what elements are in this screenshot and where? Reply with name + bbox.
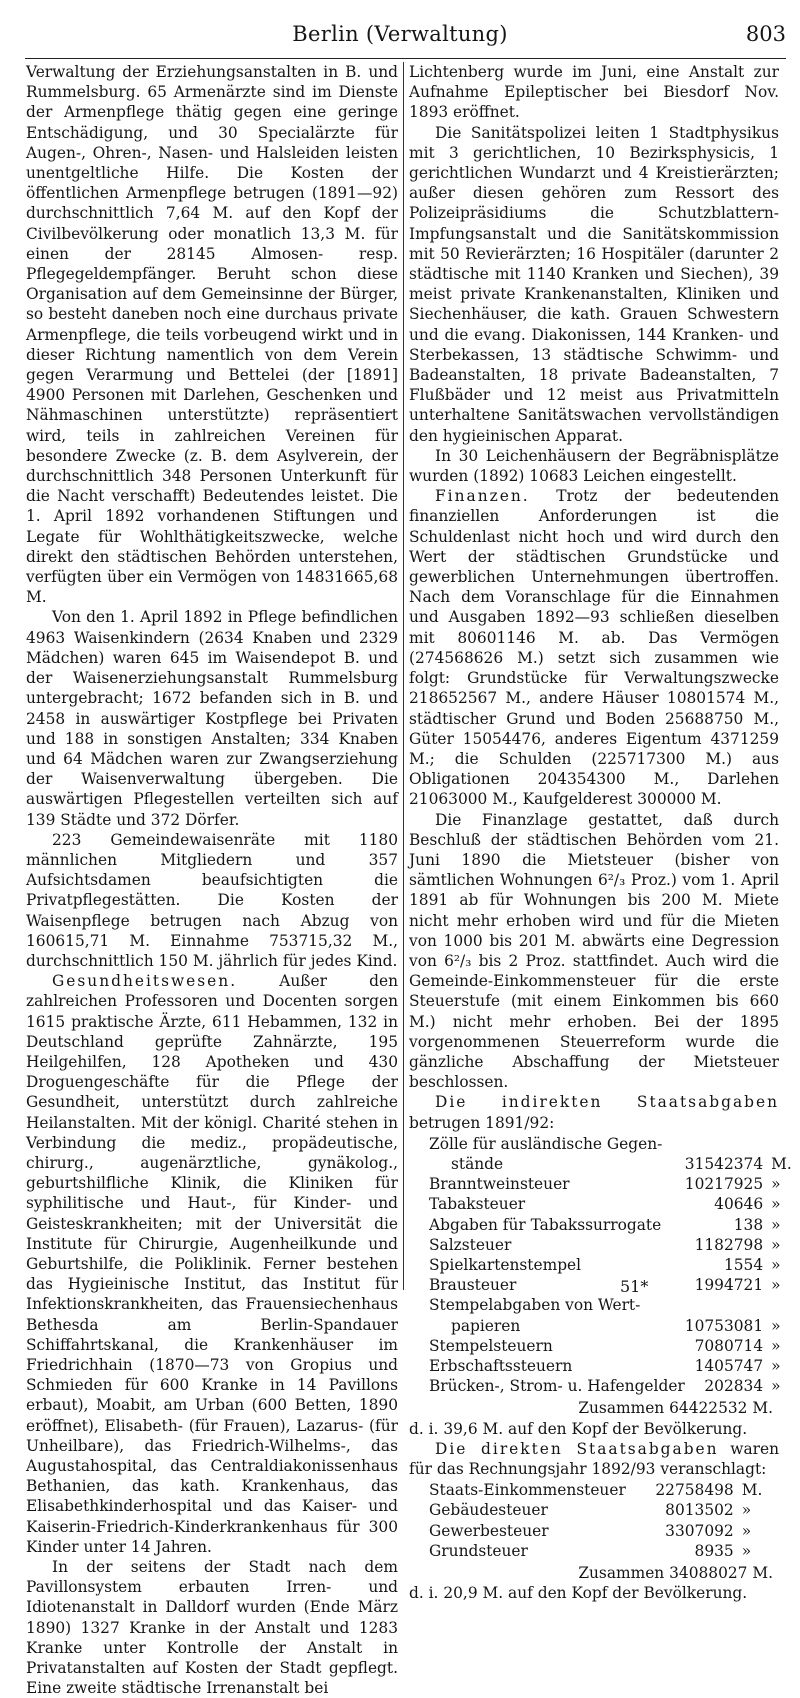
tax-label: Tabaksteuer	[429, 1195, 526, 1214]
page-number: 803	[745, 22, 786, 46]
tax-unit: »	[771, 1195, 781, 1214]
tax-amount: 1994721	[694, 1276, 764, 1295]
paragraph-asylum: In der seitens der Stadt nach dem Pavillonsystem erbauten Irren- und Idiotenanstalt in Dalldorf wurden (Ende März 1890) 1327 Kranke in der Anstalt und 1283 Kranke unter Kontrolle der Anstalt in Privatanstalten auf Kosten der Stadt gepflegt. Eine zweite städtische Irrenanstalt bei	[26, 1558, 398, 1698]
right-column	[409, 62, 792, 1603]
tax-amount: 40646	[714, 1195, 764, 1214]
tax-label: Zölle für ausländische Gegen-	[429, 1134, 663, 1153]
tax-label: papieren	[451, 1316, 521, 1335]
paragraph-rent-tax: Die Finanzlage gestattet, daß durch Beschluß der städtischen Behörden vom 21. Juni 1890 die Mietsteuer (bisher von sämtlichen Wohnungen 6²/₃ Proz.) vom 1. April 1891 ab für Wohnungen bis 200 M. Miete nicht mehr erhoben wird und für die Mieten von 1000 bis 201 M. abwärts eine Degression von 6²/₃ bis 2 Proz. stattfindet. Auch wird die Gemeinde-Einkommensteuer für die erste Steuerstufe (mit einem Einkommen bis 660 M.) nicht mehr erhoben. Bei der 1895 vorgenommenen Steuerreform wurde die gänzliche Abschaffung der Mietsteuer beschlossen.	[409, 810, 779, 1092]
paragraph-health-system	[26, 971, 398, 1557]
tax-unit: »	[771, 1235, 781, 1254]
tax-unit: »	[771, 1357, 781, 1375]
tax-row	[429, 1480, 773, 1500]
tax-unit: »	[771, 1215, 781, 1234]
tax-unit	[763, 1134, 792, 1154]
tax-row	[429, 1316, 792, 1336]
paragraph-health-text: Außer den zahlreichen Professoren und Docenten sorgen 1615 praktische Ärzte, 611 Hebammen, 132 in Deutschland geprüfte Zahnärzte, 195 Heilgehilfen, 128 Apotheken und 430 Droguengeschäfte für die Pflege der Gesundheit, unterstützt durch zahlreiche Heilanstalten. Mit der königl. Charité stehen in Verbindung die mediz., propädeutische, chirurg., augenärztliche, gynäkolog., geburtshilfliche Klinik, die Kliniken für syphilitische und Haut-, für Kinder- und Geisteskrankheiten; mit der Universität die Institute für Chirurgie, Augenheilkunde und Geburtshilfe, die Poliklinik. Ferner bestehen das Hygieinische Institut, das Institut für Infektionskrankheiten, das Frauensiechenhaus Bethesda am Berlin-Spandauer Schiffahrtskanal, die Krankenhäuser im Friedrichhain (1870—73 von Gropius und Schmieden für 600 Kranke in 14 Pavillons erbaut), Moabit, am Urban (600 Betten, 1890 eröffnet), Elisabeth- (für Frauen), Lazarus- (für Unheilbare), das Friedrich-Wilhelms-, das Augustahospital, das Centraldiakonissenhaus Bethanien, das kath. Krankenhaus, das Elisabethkinderhospital und das Kaiser- und Kaiserin-Friedrich-Kinderkrankenhaus für 300 Kinder unter 14 Jahren.	[26, 972, 398, 1556]
indirect-taxes-total: Zusammen 64422532 M.	[578, 1399, 773, 1418]
tax-row	[429, 1235, 792, 1255]
tax-row	[429, 1500, 773, 1520]
tax-unit: »	[741, 1521, 752, 1540]
tax-amount: 3307092	[665, 1521, 734, 1540]
paragraph-finances-text: Trotz der bedeutenden finanziellen Anforderungen ist die Schuldenlast nicht hoch und wird durch den Wert der städtischen Grundstücke und gewerblichen Unternehmungen übertroffen. Nach dem Voranschlage für die Einnahmen und Ausgaben 1892—93 schließen dieselben mit 80601146 M. ab. Das Vermögen (274568626 M.) setzt sich zusammen wie folgt: Grundstücke für Verwaltungszwecke 218652567 M., andere Häuser 10801574 M., städtischer Grund und Boden 25688750 M., Güter 15054476, anderes Eigentum 4371259 M.; die Schulden (225717300 M.) aus Obligationen 204354300 M., Darlehen 21063000 M., Kaufgelderest 300000 M.	[409, 487, 779, 809]
column-divider	[403, 62, 404, 1290]
direct-taxes-intro-text: waren für das Rechnungsjahr 1892/93 veranschlagt:	[409, 1439, 779, 1479]
tax-row	[429, 1154, 792, 1174]
paragraph-asylum-continued: Lichtenberg wurde im Juni, eine Anstalt zur Aufnahme Epileptischer bei Biesdorf Nov. 1893 eröffnet.	[409, 63, 779, 122]
running-title: Berlin (Verwaltung)	[292, 22, 508, 46]
tax-row	[429, 1295, 792, 1315]
paragraph-mortuaries: In 30 Leichenhäusern der Begräbnisplätze wurden (1892) 10683 Leichen eingestellt.	[409, 446, 779, 486]
tax-row	[429, 1541, 773, 1561]
paragraph-orphans: Von den 1. April 1892 in Pflege befindlichen 4963 Waisenkindern (2634 Knaben und 2329 Mädchen) waren 645 im Waisendepot B. und der Waisenerziehungsanstalt Rummelsburg untergebracht; 1672 befanden sich in B. und 2458 in auswärtiger Kostpflege bei Privaten und 188 in sonstigen Anstalten; 334 Knaben und 64 Mädchen waren zur Zwangserziehung der Waisenverwaltung übergeben. Die auswärtigen Pflegestellen verteilten sich auf 139 Städte und 372 Dörfer.	[26, 608, 398, 829]
section-heading-health: Gesundheitswesen.	[52, 972, 238, 991]
header-rule	[25, 58, 786, 59]
indirect-taxes-per-head: d. i. 39,6 M. auf den Kopf der Bevölkerung.	[409, 1419, 748, 1438]
tax-row	[429, 1174, 792, 1194]
tax-label: Staats-Einkommensteuer	[429, 1481, 626, 1500]
tax-label: Grundsteuer	[429, 1541, 528, 1560]
tax-unit: »	[771, 1377, 781, 1396]
tax-row	[429, 1521, 773, 1541]
tax-label: Stempelsteuern	[429, 1336, 553, 1355]
direct-taxes-total: Zusammen 34088027 M.	[578, 1564, 773, 1583]
tax-unit: »	[741, 1541, 752, 1560]
left-column	[26, 62, 398, 1698]
tax-amount: 1405747	[694, 1357, 764, 1375]
tax-row	[429, 1194, 792, 1214]
tax-label: Spielkartenstempel	[429, 1255, 582, 1274]
tax-amount: 10217925	[684, 1175, 764, 1194]
tax-unit: »	[771, 1316, 781, 1335]
paragraph-poor-relief: Verwaltung der Erziehungsanstalten in B. und Rummelsburg. 65 Armenärzte sind im Dienste der Armenpflege thätig gegen eine geringe Entschädigung, und 30 Specialärzte für Augen-, Ohren-, Nasen- und Halsleiden leisten unentgeltliche Hilfe. Die Kosten der öffentlichen Armenpflege betrugen (1891—92) durchschnittlich 7,64 M. auf den Kopf der Civilbevölkerung oder monatlich 13,3 M. für einen der 28145 Almosen- resp. Pflegegeldempfänger. Beruht schon diese Organisation auf dem Gemeinsinne der Bürger, so besteht daneben noch eine durchaus private Armenpflege, die teils vorbeugend wirkt und in dieser Richtung namentlich von dem Verein gegen Verarmung und Bettelei (der [1891] 4900 Personen mit Darlehen, Geschenken und Nähmaschinen unterstützte) repräsentiert wird, teils in zahlreichen Vereinen für besondere Zwecke (z. B. dem Asylverein, der durchschnittlich 348 Personen Unterkunft für die Nacht verschafft) Bedeutendes leistet. Die 1. April 1892 vorhandenen Stiftungen und Legate für Wohlthätigkeitszwecke, welche direkt den städtischen Behörden unterstehen, verfügten über ein Vermögen von 14831665,68 M.	[26, 63, 398, 607]
tax-label: stände	[451, 1154, 504, 1173]
tax-unit: »	[771, 1255, 781, 1274]
paragraph-finances	[409, 486, 779, 809]
tax-label: Erbschaftssteuern	[429, 1357, 573, 1375]
tax-row	[429, 1215, 792, 1235]
tax-row	[429, 1356, 792, 1376]
tax-unit: M.	[771, 1154, 792, 1173]
tax-label: Branntweinsteuer	[429, 1175, 570, 1194]
tax-amount: 202834	[704, 1377, 764, 1396]
tax-unit: »	[771, 1336, 781, 1355]
tax-label: Abgaben für Tabakssurrogate	[429, 1215, 662, 1234]
tax-amount: 22758498	[655, 1481, 734, 1500]
tax-label: Salzsteuer	[429, 1235, 512, 1254]
tax-row	[429, 1376, 792, 1396]
tax-amount: 138	[733, 1215, 764, 1234]
paragraph-sanitary-police: Die Sanitätspolizei leiten 1 Stadtphysikus mit 3 gerichtlichen, 10 Bezirksphysicis, 1 gerichtlichen Wundarzt und 4 Kreistierärzten; außer diesen gehören zum Ressort des Polizeipräsidiums die Schutzblattern-Impfungsanstalt und die Sanitätskommission mit 50 Revierärzten; 16 Hospitäler (darunter 2 städtische mit 1140 Kranken und Siechen), 39 meist private Krankenanstalten, Kliniken und Siechenhäuser, die kath. Grauen Schwestern und die evang. Diakonissen, 144 Kranken- und Sterbekassen, 13 städtische Schwimm- und Badeanstalten, 18 private Badeanstalten, 7 Flußbäder und 12 meist aus Privatmitteln unterhaltene Sanitätswachen vervollständigen den hygieinischen Apparat.	[409, 123, 779, 445]
direct-taxes-table	[429, 1480, 773, 1561]
paragraph-orphan-councils: 223 Gemeindewaisenräte mit 1180 männlichen Mitgliedern und 357 Aufsichtsdamen beaufsichtigten die Privatpflegestätten. Die Kosten der Waisenpflege betrugen nach Abzug von 160615,71 M. Einnahme 753715,32 M., durchschnittlich 150 M. jährlich für jedes Kind.	[26, 830, 398, 970]
indirect-taxes-intro	[409, 1092, 779, 1132]
tax-amount: 1554	[723, 1255, 764, 1274]
direct-taxes-intro	[409, 1439, 779, 1479]
tax-unit: »	[741, 1501, 752, 1520]
indirect-taxes-intro-text: betrugen 1891/92:	[409, 1113, 555, 1132]
tax-amount	[685, 1295, 763, 1315]
tax-label: Brücken-, Strom- u. Hafengelder	[429, 1377, 685, 1396]
tax-amount: 8935	[694, 1541, 734, 1560]
tax-row	[429, 1134, 792, 1154]
tax-unit	[763, 1295, 792, 1315]
tax-amount: 1182798	[694, 1235, 764, 1254]
tax-amount: 8013502	[665, 1501, 734, 1520]
tax-amount: 7080714	[694, 1336, 764, 1355]
tax-label: Stempelabgaben von Wert-	[429, 1296, 641, 1315]
section-heading-finances: Finanzen.	[435, 487, 530, 506]
tax-row	[429, 1336, 792, 1356]
tax-label: Gebäudesteuer	[429, 1501, 548, 1520]
tax-label: Gewerbesteuer	[429, 1521, 549, 1540]
tax-unit: »	[771, 1276, 781, 1295]
tax-amount	[685, 1134, 763, 1154]
tax-row	[429, 1255, 792, 1275]
signature-mark: 51*	[620, 1277, 649, 1296]
indirect-taxes-heading: Die indirekten Staatsabgaben	[435, 1093, 779, 1112]
tax-unit: M.	[741, 1481, 763, 1500]
tax-label: Brausteuer	[429, 1276, 517, 1295]
tax-unit: »	[771, 1175, 781, 1194]
tax-row	[429, 1275, 792, 1295]
indirect-taxes-table	[429, 1134, 792, 1397]
direct-taxes-heading: Die direkten Staatsabgaben	[435, 1439, 719, 1458]
direct-taxes-per-head: d. i. 20,9 M. auf den Kopf der Bevölkerung.	[409, 1584, 748, 1603]
tax-amount: 31542374	[684, 1154, 764, 1173]
page-header	[0, 16, 800, 56]
tax-amount: 10753081	[684, 1316, 764, 1335]
